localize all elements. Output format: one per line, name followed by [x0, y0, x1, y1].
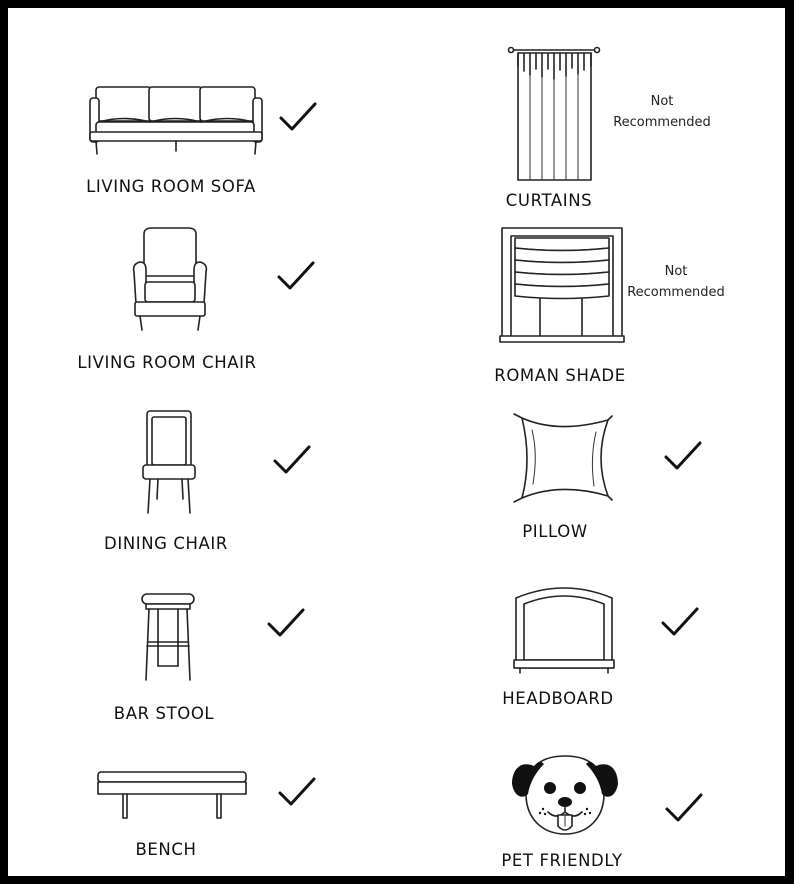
- checkmark-icon: [663, 440, 703, 472]
- checkmark-icon: [660, 606, 700, 638]
- dog-icon: [512, 744, 618, 838]
- not-recommended-note: Not Recommended: [627, 264, 725, 300]
- curtains-icon: [508, 46, 600, 182]
- item-label-bar-stool: BAR STOOL: [113, 704, 215, 723]
- bench-icon: [96, 770, 248, 822]
- checkmark-icon: [266, 607, 306, 639]
- item-label-bench: BENCH: [135, 840, 197, 859]
- checkmark-icon: [664, 792, 704, 824]
- sofa-icon: [86, 84, 266, 164]
- item-label-roman-shade: ROMAN SHADE: [494, 366, 626, 385]
- item-label-dining-chair: DINING CHAIR: [104, 534, 228, 553]
- item-label-headboard: HEADBOARD: [502, 689, 614, 708]
- not-recommended-note: Not Recommended: [613, 94, 711, 130]
- checkmark-icon: [276, 260, 316, 292]
- checkmark-icon: [278, 101, 318, 133]
- headboard-icon: [512, 582, 616, 674]
- bar-stool-icon: [140, 592, 198, 682]
- roman-shade-icon: [500, 226, 624, 346]
- checkmark-icon: [272, 444, 312, 476]
- item-label-pet-friendly: PET FRIENDLY: [501, 851, 623, 870]
- item-label-curtains: CURTAINS: [505, 191, 593, 210]
- item-label-living-room-chair: LIVING ROOM CHAIR: [77, 353, 257, 372]
- armchair-icon: [130, 226, 210, 330]
- infographic: [8, 8, 785, 876]
- item-label-sofa: LIVING ROOM SOFA: [86, 177, 256, 196]
- checkmark-icon: [277, 776, 317, 808]
- pillow-icon: [508, 414, 612, 502]
- dining-chair-icon: [142, 409, 198, 515]
- item-label-pillow: PILLOW: [522, 522, 588, 541]
